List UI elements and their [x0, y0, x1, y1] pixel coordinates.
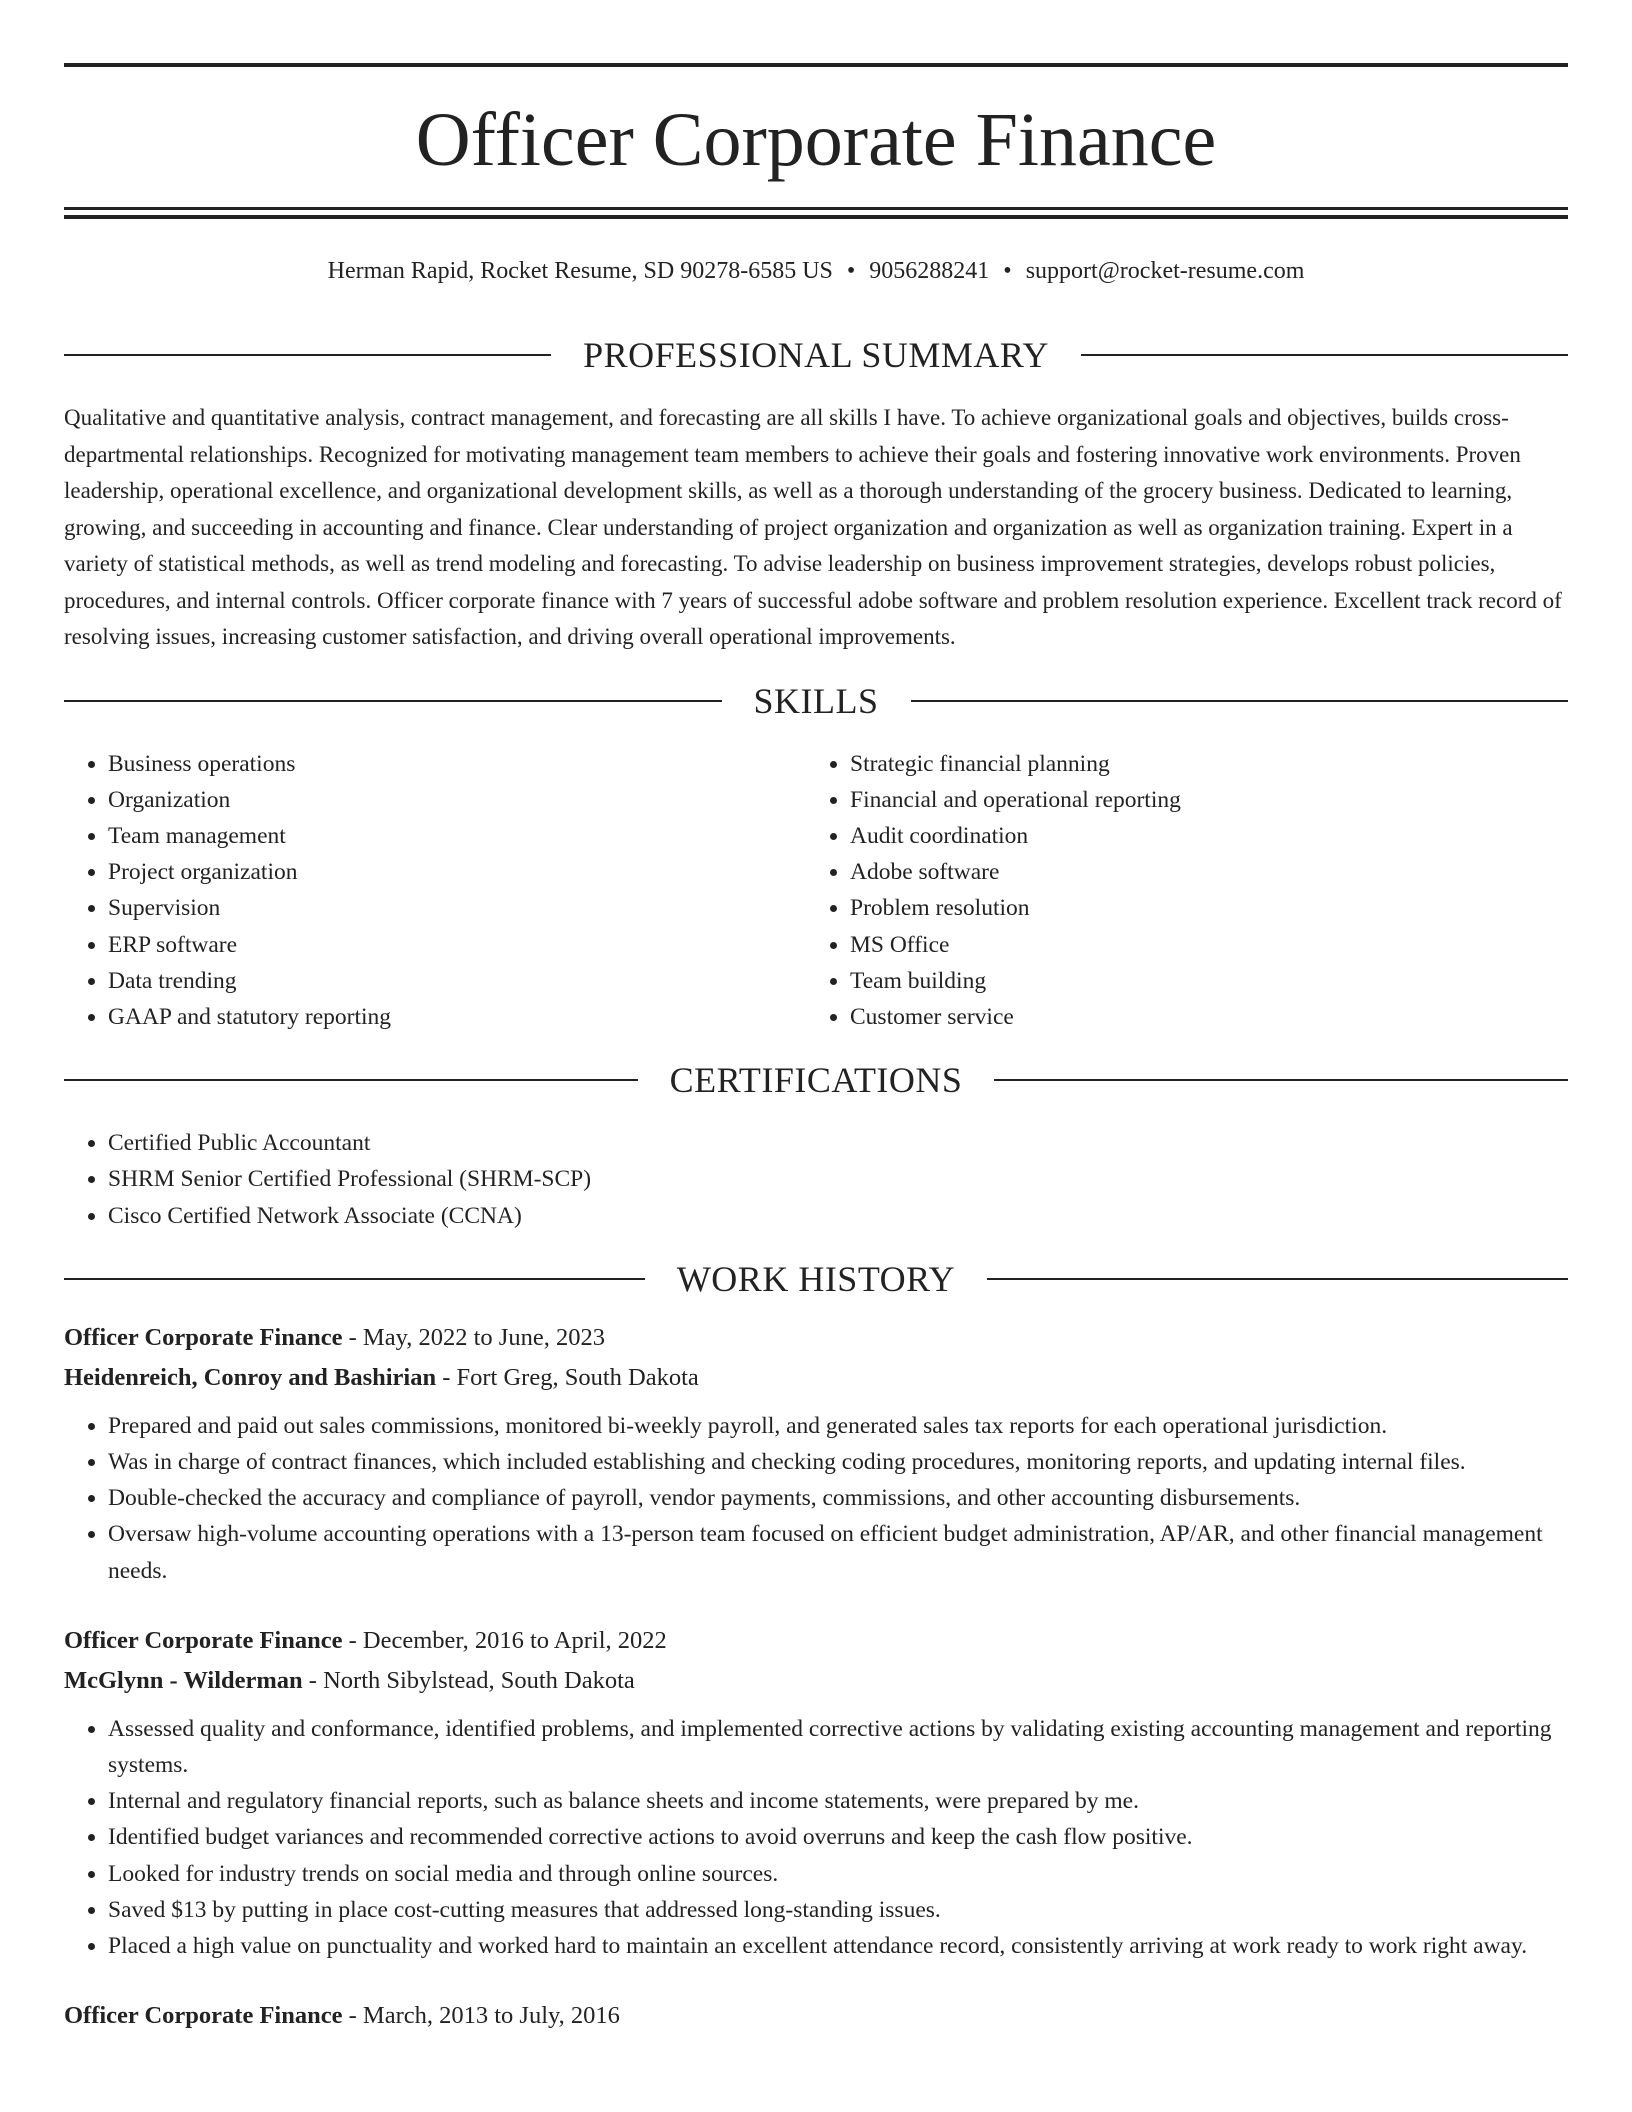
- divider-line: [987, 1278, 1568, 1280]
- skill-item: • ERP software: [108, 927, 806, 963]
- section-title-skills: SKILLS: [753, 680, 879, 721]
- job-company-line: [64, 1661, 1568, 1701]
- section-header-work-history: [64, 1254, 1568, 1304]
- divider-line: [994, 1079, 1568, 1081]
- job-bullet: • Assessed quality and conformance, identified problems, and implemented corrective actions by validating existing accounting management and reporting systems.: [108, 1711, 1568, 1783]
- dash: -: [342, 2002, 363, 2030]
- job-dates: May, 2022 to June, 2023: [362, 1323, 605, 1351]
- job-bullet: • Identified budget variances and recommended corrective actions to avoid overruns and keep the cash flow positive.: [108, 1819, 1568, 1855]
- summary-text: Qualitative and quantitative analysis, contract management, and forecasting are all skills I have. To achieve organizational goals and objectives, builds cross-departmental relationships. Recognized for motivating management team members to achieve their goals and fostering innovative work environments. Proven leadership, operational excellence, and organizational development skills, as well as a thorough understanding of the grocery business. Dedicated to learning, growing, and succeeding in accounting and finance. Clear understanding of project organization and organization as well as organization training. Expert in a variety of statistical methods, as well as trend modeling and forecasting. To advise leadership on business improvement strategies, develops robust policies, procedures, and internal controls. Officer corporate finance with 7 years of successful adobe software and problem resolution experience. Excellent track record of resolving issues, increasing customer satisfaction, and driving overall operational improvements.: [64, 405, 1562, 649]
- job-title-line: [64, 1621, 1568, 1661]
- job-bullet: • Saved $13 by putting in place cost-cutting measures that addressed long-standing issues.: [108, 1892, 1568, 1928]
- header-bottom-rule-thick: [64, 215, 1568, 219]
- job-title-line: [64, 1996, 1568, 2036]
- job-bullet: • Internal and regulatory financial reports, such as balance sheets and income statements, were prepared by me.: [108, 1783, 1568, 1819]
- job-title: Officer Corporate Finance: [64, 1323, 343, 1351]
- job-dates: March, 2013 to July, 2016: [362, 2002, 620, 2030]
- dash: -: [342, 1323, 363, 1351]
- job-entry: [64, 1621, 1568, 1964]
- job-location: North Sibylstead, South Dakota: [323, 1666, 635, 1694]
- job-bullet-list: [64, 1408, 1568, 1589]
- job-company-line: [64, 1358, 1568, 1398]
- job-title-line: [64, 1318, 1568, 1358]
- certifications-list: [64, 1125, 1568, 1234]
- job-bullet: • Double-checked the accuracy and compliance of payroll, vendor payments, commissions, and other accounting disbursements.: [108, 1480, 1568, 1516]
- skill-item: • Project organization: [108, 854, 806, 890]
- job-company: McGlynn - Wilderman: [64, 1666, 303, 1694]
- section-header-skills: [64, 676, 1568, 726]
- skill-item: • Team building: [850, 963, 1548, 999]
- section-title-summary: PROFESSIONAL SUMMARY: [583, 335, 1049, 375]
- job-dates: December, 2016 to April, 2022: [362, 1626, 667, 1654]
- skills-column-right: [806, 746, 1548, 1036]
- contact-separator: •: [1003, 258, 1012, 284]
- dash: -: [342, 1626, 363, 1654]
- job-title: Officer Corporate Finance: [64, 2002, 343, 2030]
- job-entry: [64, 1318, 1568, 1589]
- divider-line: [64, 354, 551, 356]
- divider-line: [911, 700, 1569, 702]
- contact-phone: 9056288241: [869, 258, 990, 284]
- job-title: Officer Corporate Finance: [64, 1626, 343, 1654]
- skill-item: • Supervision: [108, 890, 806, 926]
- contact-address: Herman Rapid, Rocket Resume, SD 90278-6585 US: [327, 258, 833, 284]
- job-entry: [64, 1996, 1568, 2036]
- section-title-certifications: CERTIFICATIONS: [669, 1060, 963, 1101]
- jobs-container: [64, 1318, 1568, 2036]
- certification-item: • Cisco Certified Network Associate (CCNA): [108, 1198, 1568, 1234]
- header-top-rule: [64, 63, 1568, 67]
- job-company: Heidenreich, Conroy and Bashirian: [64, 1363, 437, 1391]
- skill-item: • Problem resolution: [850, 890, 1548, 926]
- divider-line: [64, 700, 722, 702]
- dash: -: [302, 1666, 324, 1694]
- skill-item: • Audit coordination: [850, 818, 1548, 854]
- contact-line: [64, 254, 1568, 288]
- section-header-certifications: [64, 1055, 1568, 1105]
- divider-line: [64, 1278, 645, 1280]
- divider-line: [1081, 354, 1568, 356]
- skill-item: • GAAP and statutory reporting: [108, 999, 806, 1035]
- skill-item: • Customer service: [850, 999, 1548, 1035]
- skills-list-right: [806, 746, 1548, 1036]
- skill-item: • Business operations: [108, 746, 806, 782]
- job-bullet: • Prepared and paid out sales commissions, monitored bi-weekly payroll, and generated sales tax reports for each operational jurisdiction.: [108, 1408, 1568, 1444]
- job-bullet: • Oversaw high-volume accounting operations with a 13-person team focused on efficient budget administration, AP/AR, and other financial management needs.: [108, 1516, 1568, 1588]
- job-bullet: • Placed a high value on punctuality and worked hard to maintain an excellent attendance record, consistently arriving at work ready to work right away.: [108, 1928, 1568, 1964]
- skill-item: • Strategic financial planning: [850, 746, 1548, 782]
- certification-item: • SHRM Senior Certified Professional (SHRM-SCP): [108, 1161, 1568, 1197]
- job-location: Fort Greg, South Dakota: [456, 1363, 699, 1391]
- skills-column-left: [64, 746, 806, 1036]
- divider-line: [64, 1079, 638, 1081]
- job-bullet-list: [64, 1711, 1568, 1964]
- section-header-summary: [64, 330, 1568, 380]
- skill-item: • Team management: [108, 818, 806, 854]
- contact-email: support@rocket-resume.com: [1025, 258, 1305, 284]
- resume-title: Officer Corporate Finance: [415, 98, 1217, 182]
- skill-item: • Adobe software: [850, 854, 1548, 890]
- job-bullet: • Was in charge of contract finances, which included establishing and checking coding procedures, monitoring reports, and updating internal files.: [108, 1444, 1568, 1480]
- skills-columns: [64, 746, 1568, 1036]
- contact-separator: •: [846, 258, 856, 284]
- header-bottom-rule: [64, 207, 1568, 210]
- resume-body: [64, 330, 1568, 2036]
- skill-item: • Organization: [108, 782, 806, 818]
- job-bullet: • Looked for industry trends on social media and through online sources.: [108, 1856, 1568, 1892]
- section-title-work-history: WORK HISTORY: [676, 1258, 956, 1299]
- skill-item: • MS Office: [850, 927, 1548, 963]
- skill-item: • Financial and operational reporting: [850, 782, 1548, 818]
- dash: -: [436, 1363, 457, 1391]
- skills-list-left: [64, 746, 806, 1036]
- skill-item: • Data trending: [108, 963, 806, 999]
- certification-item: • Certified Public Accountant: [108, 1125, 1568, 1161]
